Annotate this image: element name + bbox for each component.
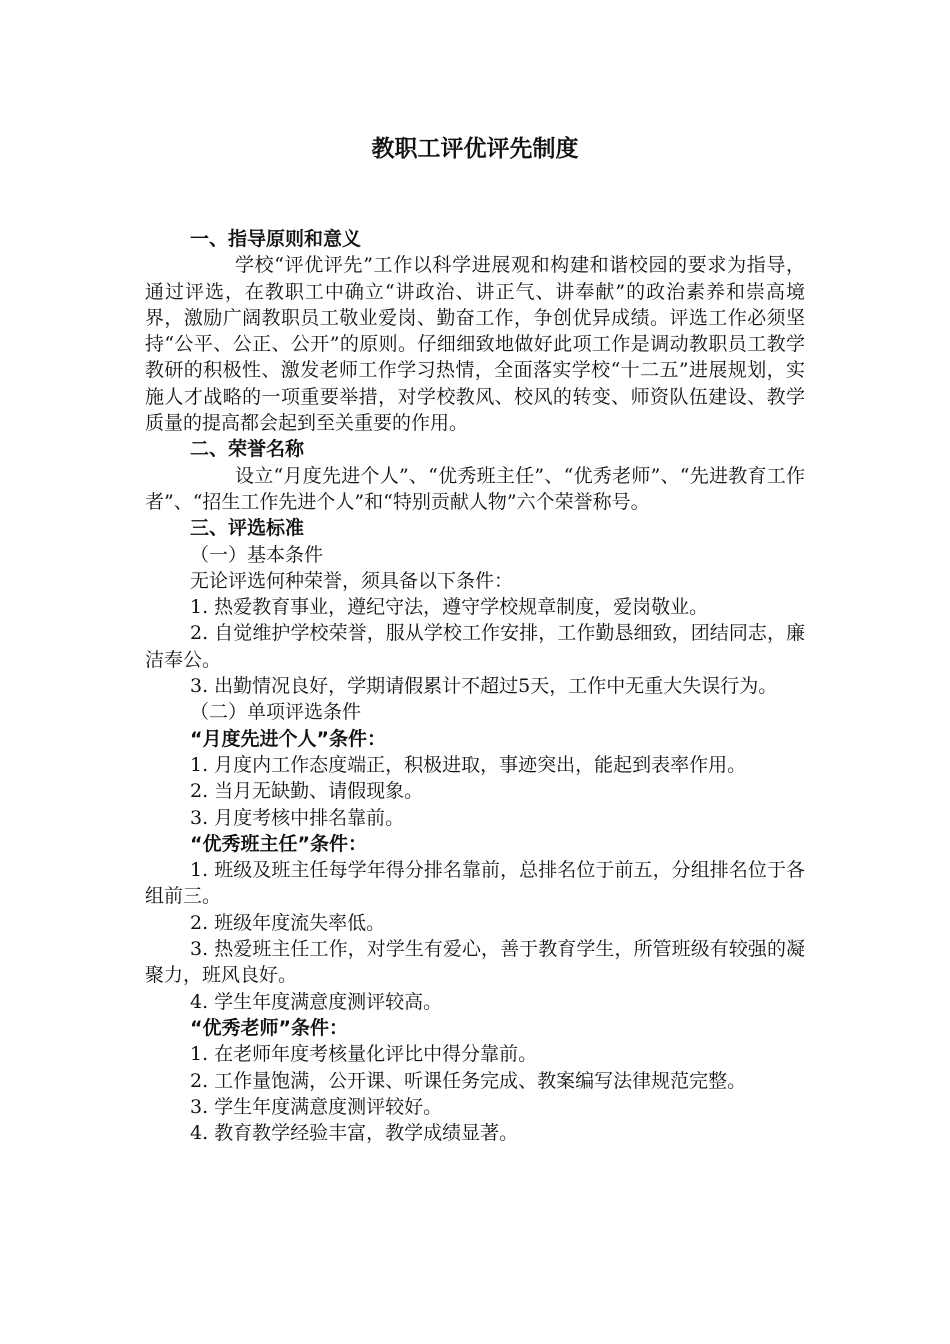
list-item: 4. 教育教学经验丰富，教学成绩显著。 [190, 1122, 519, 1145]
subheading-basic-conditions: （一）基本条件 [190, 543, 324, 566]
section-heading-criteria: 三、评选标准 [190, 517, 305, 540]
condition-heading-teacher: “优秀老师”条件： [190, 1016, 348, 1039]
document-body [145, 226, 805, 1146]
list-item: 4. 学生年度满意度测评较高。 [190, 990, 443, 1013]
page-title: 教职工评优评先制度 [371, 136, 579, 162]
condition-heading-monthly: “月度先进个人”条件： [190, 727, 386, 750]
subheading-single-conditions: （二）单项评选条件 [190, 701, 362, 724]
basic-conditions-intro: 无论评选何种荣誉，须具备以下条件： [190, 569, 514, 592]
list-item: 1. 月度内工作态度端正，积极进取，事迹突出，能起到表率作用。 [190, 753, 747, 776]
section-heading-principles: 一、指导原则和意义 [190, 228, 362, 250]
list-item: 2. 当月无缺勤、请假现象。 [190, 780, 424, 803]
paragraph-honors: 设立“月度先进个人”、“优秀班主任”、“优秀老师”、“先进教育工作者”、“招生工作先进个人”和“特别贡献人物”六个荣誉称号。 [145, 464, 805, 513]
list-item: 3. 出勤情况良好，学期请假累计不超过5天，工作中无重大失误行为。 [190, 675, 778, 698]
condition-heading-headteacher: “优秀班主任”条件： [190, 832, 367, 855]
list-item: 1. 班级及班主任每学年得分排名靠前，总排名位于前五，分组排名位于各组前三。 [145, 859, 805, 908]
list-item: 2. 工作量饱满，公开课、听课任务完成、教案编写法律规范完整。 [190, 1069, 747, 1092]
section-heading-honors: 二、荣誉名称 [190, 438, 305, 461]
paragraph-principles: 学校“评优评先”工作以科学进展观和构建和谐校园的要求为指导，通过评选，在教职工中确立“讲政治、讲正气、讲奉献”的政治素养和崇高境界，激励广阔教职员工敬业爱岗、勤奋工作，争创优异成绩。评选工作必须坚持“公平、公正、公开”的原则。仔细细致地做好此项工作是调动教职员工教学教研的积极性、激发老师工作学习热情，全面落实学校“十二五”进展规划，实施人才战略的一项重要举措，对学校教风、校风的转变、师资队伍建设、教学质量的提高都会起到至关重要的作用。 [145, 254, 805, 435]
list-item: 2. 班级年度流失率低。 [190, 911, 386, 934]
list-item: 1. 热爱教育事业，遵纪守法，遵守学校规章制度，爱岗敬业。 [190, 596, 709, 619]
list-item: 1. 在老师年度考核量化评比中得分靠前。 [190, 1043, 538, 1066]
list-item: 3. 热爱班主任工作，对学生有爱心，善于教育学生，所管班级有较强的凝聚力，班风良好。 [145, 938, 805, 987]
list-item: 2. 自觉维护学校荣誉，服从学校工作安排，工作勤恳细致，团结同志，廉洁奉公。 [145, 622, 805, 671]
list-item: 3. 学生年度满意度测评较好。 [190, 1095, 443, 1118]
list-item: 3. 月度考核中排名靠前。 [190, 806, 405, 829]
